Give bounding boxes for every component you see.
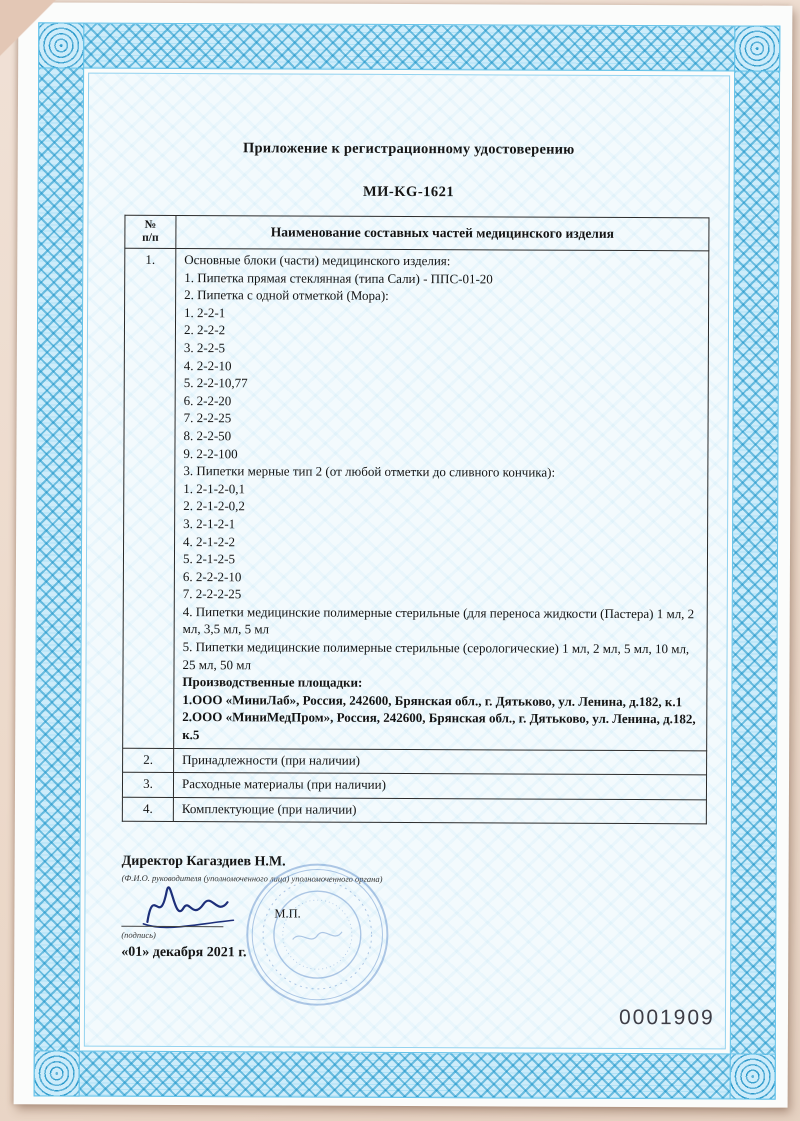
stamp-place-label: М.П. bbox=[274, 906, 301, 921]
content-line: 1.ООО «МиниЛаб», Россия, 242600, Брянская обл., г. Дятьково, ул. Ленина, д.182, к.1 bbox=[182, 691, 683, 710]
content-line: 6. 2-2-2-10 bbox=[182, 568, 242, 584]
certificate-inner-area bbox=[84, 73, 730, 1050]
row-number: 1. bbox=[123, 248, 176, 748]
content-line: 2.ООО «МиниМедПром», Россия, 242600, Брянская обл., г. Дятьково, ул. Ленина, д.182, к.5 bbox=[182, 709, 696, 743]
components-table bbox=[122, 215, 710, 825]
row-number: 3. bbox=[122, 772, 173, 797]
content-line: 1. 2-2-1 bbox=[184, 304, 226, 321]
content-line: 5. 2-2-10,77 bbox=[183, 375, 248, 391]
header-cell-name: Наименование составных частей медицинского изделия bbox=[176, 216, 709, 251]
scan-corner-fold bbox=[0, 0, 96, 66]
row-content bbox=[173, 797, 706, 824]
content-line: 1. 2-1-2-0,1 bbox=[183, 480, 246, 497]
table-row bbox=[122, 797, 706, 824]
guilloche-border-right bbox=[730, 25, 781, 1099]
content-line: 4. 2-1-2-2 bbox=[183, 533, 236, 549]
components-table-header bbox=[125, 215, 709, 251]
row-content bbox=[174, 249, 709, 751]
content-line: 4. Пипетки медицинские полимерные стерильные (для переноса жидкости (Пастера) 1 мл, 2 мл, 3,5 мл, 5 мл bbox=[182, 603, 695, 637]
content-line: 2. 2-2-2 bbox=[183, 322, 226, 338]
table-row bbox=[123, 248, 709, 750]
document-number: МИ-KG-1621 bbox=[362, 183, 455, 201]
document-date: «01» декабря 2021 г. bbox=[121, 944, 247, 961]
header-cell-number bbox=[125, 215, 176, 248]
content-line: Производственные площадки: bbox=[182, 674, 363, 691]
row-content bbox=[173, 773, 706, 800]
content-line: Основные блоки (части) медицинского изделия: bbox=[184, 252, 451, 269]
content-line: 6. 2-2-20 bbox=[183, 392, 232, 408]
content-line: 3. 2-1-2-1 bbox=[183, 515, 236, 532]
border-rosette-top-right bbox=[734, 25, 780, 71]
content-line: Комплектующие (при наличии) bbox=[181, 800, 357, 817]
components-table-body bbox=[122, 248, 708, 824]
guilloche-border-top bbox=[38, 22, 780, 71]
row-number: 2. bbox=[123, 748, 174, 773]
signature-caption: (подпись) bbox=[121, 929, 156, 940]
director-note: (Ф.И.О. руководителя (уполномоченного лица) уполномоченного органа) bbox=[121, 872, 383, 884]
table-row bbox=[123, 748, 707, 775]
content-line: Расходные материалы (при наличии) bbox=[181, 776, 386, 793]
content-line: 2. 2-1-2-0,2 bbox=[183, 498, 245, 514]
content-line: Принадлежности (при наличии) bbox=[182, 751, 361, 768]
certificate-sheet bbox=[14, 2, 793, 1107]
content-line: 5. 2-1-2-5 bbox=[182, 551, 236, 567]
handwritten-signature bbox=[137, 874, 247, 932]
row-number: 4. bbox=[122, 797, 173, 822]
guilloche-border-left bbox=[34, 22, 85, 1096]
guilloche-border-bottom bbox=[34, 1050, 776, 1099]
content-line: 9. 2-2-100 bbox=[183, 445, 238, 461]
content-line: 7. 2-2-25 bbox=[183, 410, 232, 426]
content-line: 3. 2-2-5 bbox=[183, 340, 226, 356]
content-line: 1. Пипетка прямая стеклянная (типа Сали) - ППС-01-20 bbox=[184, 269, 493, 286]
row-content bbox=[174, 748, 707, 775]
content-line: 7. 2-2-2-25 bbox=[182, 586, 242, 602]
content-line: 3. Пипетки мерные тип 2 (от любой отметки до сливного кончика): bbox=[183, 463, 556, 480]
border-rosette-bottom-left bbox=[34, 1050, 80, 1096]
border-rosette-bottom-right bbox=[730, 1053, 776, 1099]
content-line: 2. Пипетка с одной отметкой (Мора): bbox=[184, 287, 389, 304]
header-number-bottom: п/п bbox=[142, 231, 159, 244]
content-line: 4. 2-2-10 bbox=[183, 357, 232, 373]
header-number-top: № bbox=[144, 218, 157, 231]
document-title: Приложение к регистрационному удостоверению bbox=[243, 140, 575, 158]
official-stamp bbox=[243, 860, 392, 1009]
content-line: 8. 2-2-50 bbox=[183, 427, 232, 444]
table-row bbox=[122, 772, 706, 799]
content-line: 5. Пипетки медицинские полимерные стерильные (серологические) 1 мл, 2 мл, 5 мл, 10 мл, 25 мл, 50 мл bbox=[182, 639, 690, 672]
director-name-line: Директор Кагаздиев Н.М. bbox=[121, 853, 286, 870]
serial-number: 0001909 bbox=[618, 1005, 715, 1030]
